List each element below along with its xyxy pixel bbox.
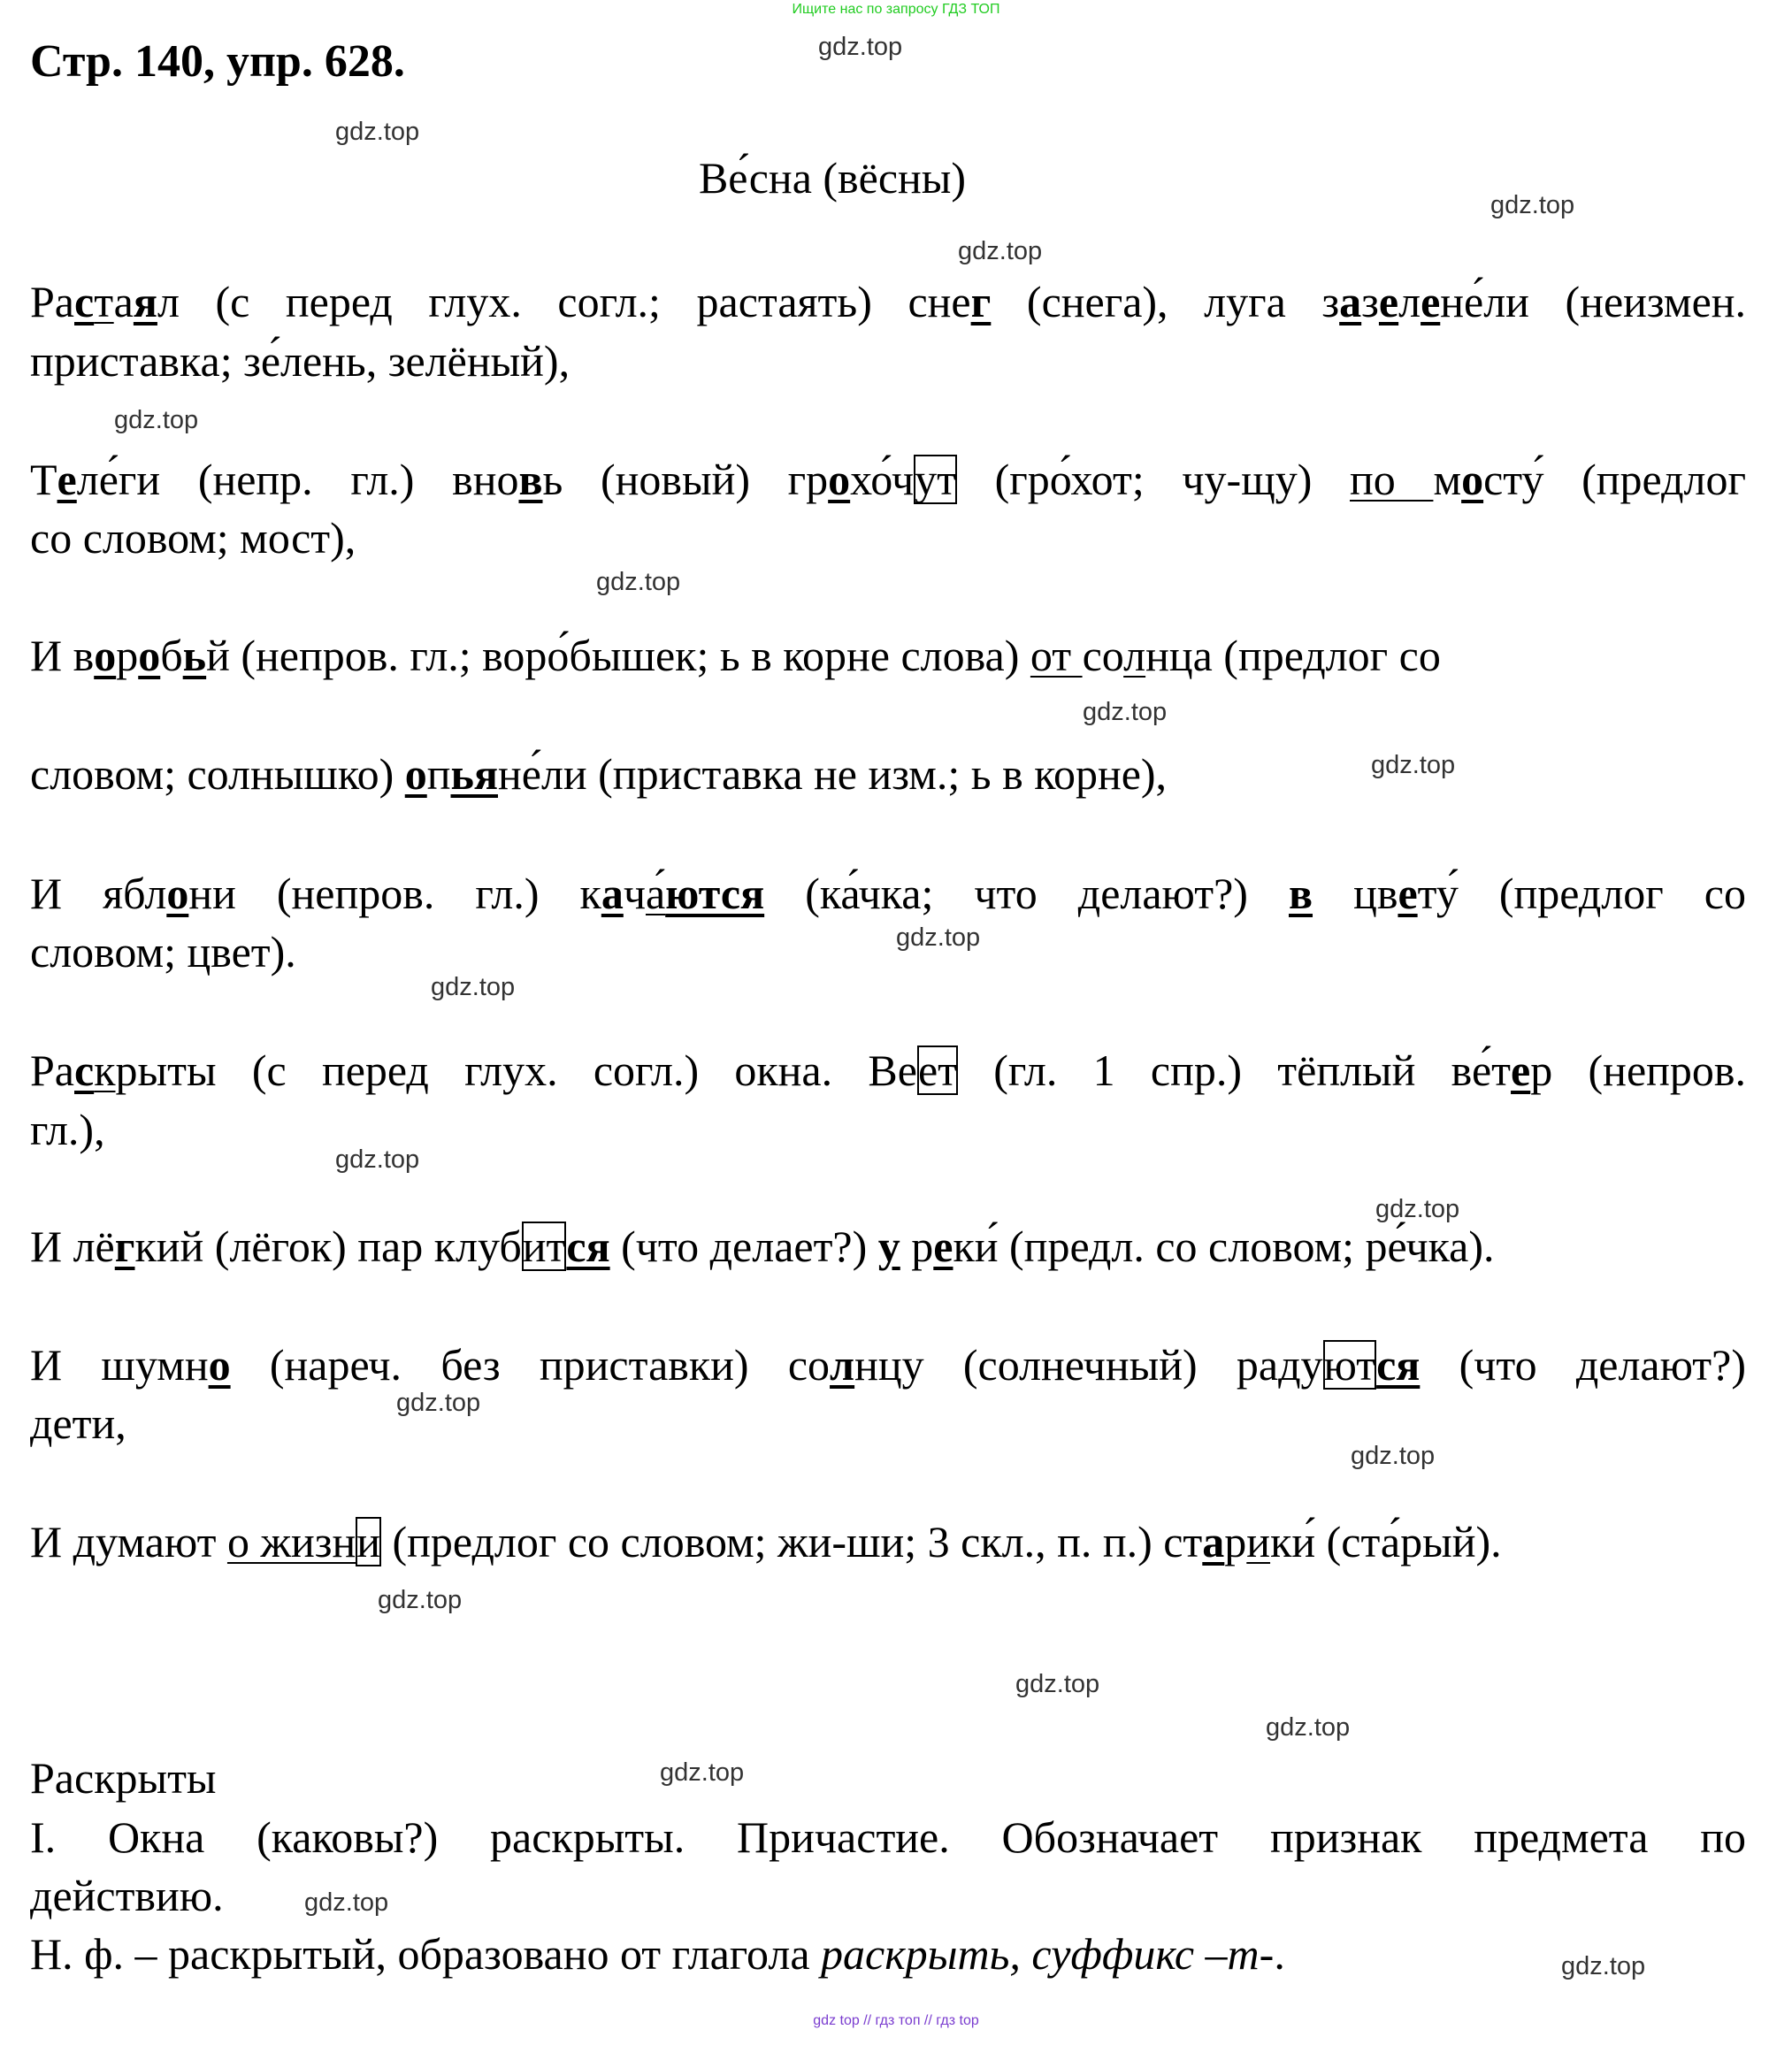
marked-segment: а [1202,1517,1225,1566]
text-line [30,1393,1746,1453]
marked-segment: о жизн [226,1517,356,1566]
marked-segment: е [1421,277,1441,326]
marked-segment: в [518,455,543,504]
text-segment: словом; цвет). [30,927,296,977]
marked-segment: о [1461,455,1484,504]
marked-segment: ь [182,631,207,680]
watermark: gdz.top [596,568,681,596]
text-segment: нца (предлог со [1145,631,1441,680]
watermark: gdz.top [1371,751,1456,779]
text-segment: И думают [30,1517,227,1566]
text-line [30,1807,1746,1867]
watermark: gdz.top [958,237,1043,265]
text-segment: не́ли (приставка не изм.; ь в корне), [498,749,1168,799]
text-segment: л (с перед глух. согл.; растаять) сне [157,277,971,326]
text-segment: й (непров. гл.; воро́бышек; ь в корне слова) [206,631,1030,680]
watermark: gdz.top [1490,191,1575,219]
text-line [30,449,1746,509]
text-segment: ни (непров. гл.) к [188,869,601,918]
text-segment: сту́ (предлог [1483,455,1746,504]
watermark: gdz.top [818,33,903,61]
marked-segment: и [1246,1517,1271,1566]
text-segment: . [1274,1929,1285,1979]
text-segment: л [1398,277,1421,326]
top-search-note: Ищите нас по запросу ГДЗ ТОП [792,2,1000,17]
text-segment: (ка́чка; что делают?) [764,869,1289,918]
watermark: gdz.top [1561,1952,1646,1980]
text-segment: р (непров. [1530,1045,1746,1095]
text-segment: дети, [30,1398,126,1448]
text-segment: а [113,277,134,326]
text-line [30,331,1746,391]
text-segment: приставка; зе́лень, зелёный), [30,336,571,386]
text-segment: м [1433,455,1462,504]
marked-segment: у [877,1222,900,1271]
text-line [30,922,1746,982]
text-segment: Раскрыты [30,1753,217,1803]
marked-segment: ет [917,1045,957,1095]
text-segment: И шумн [30,1340,209,1390]
text-line [30,1512,1746,1572]
text-segment: не́ли (неизмен. [1440,277,1747,326]
marked-segment: с [74,1045,95,1095]
marked-segment: с [74,277,95,326]
text-segment: ч [623,869,646,918]
marked-segment: ся [566,1222,610,1271]
text-segment: нцу (солнечный) раду [854,1340,1323,1390]
text-segment: р [1224,1517,1247,1566]
marked-segment: о [138,631,161,680]
text-segment: р [900,1222,934,1271]
marked-segment: ья [450,749,498,799]
text-segment: (гро́хот; чу-щу) [956,455,1351,504]
text-segment: кий (лёгок) пар клуб [134,1222,522,1271]
watermark: gdz.top [1083,698,1168,726]
text-segment: п [426,749,451,799]
marked-segment: г [114,1222,135,1271]
watermark: gdz.top [1015,1670,1100,1698]
text-segment: со [1082,631,1124,680]
text-line [30,508,1746,568]
marked-segment: е [933,1222,953,1271]
watermark: gdz.top [1375,1195,1460,1223]
watermark: gdz.top [1351,1442,1436,1470]
text-line [30,1924,1746,1984]
watermark: gdz.top [396,1389,481,1417]
marked-segment: к [94,1045,116,1095]
marked-segment: и [356,1517,381,1566]
text-segment: (нареч. без приставки) со [230,1340,831,1390]
text-segment: б [160,631,183,680]
text-line [30,1216,1746,1276]
marked-segment: г [970,277,992,326]
text-segment: ки́ (предл. со словом; ре́чка). [953,1222,1495,1271]
text-heading: Ве́сна (вёсны) [698,153,967,203]
text-line [30,1748,1746,1808]
watermark: gdz.top [335,118,420,146]
text-segment: з [1361,277,1379,326]
text-segment: И лё [30,1222,115,1271]
marked-segment: от [1030,631,1083,680]
text-line [30,625,1746,685]
text-segment: рыты (с перед глух. согл.) окна. Ве [115,1045,917,1095]
text-segment: ки́ (ста́рый). [1270,1517,1502,1566]
text-line [30,1099,1746,1160]
watermark: gdz.top [431,973,516,1001]
marked-segment: о [404,749,427,799]
page-title: Стр. 140, упр. 628. [30,36,405,87]
text-segment: хо́ч [850,455,915,504]
marked-segment: ся [1376,1340,1421,1390]
marked-segment: е [57,455,77,504]
watermark: gdz.top [1266,1713,1351,1742]
text-segment: (гл. 1 спр.) тёплый ве́т [958,1045,1512,1095]
text-segment: (снега), луга з [991,277,1340,326]
marked-segment: л [1123,631,1146,680]
text-segment: И в [30,631,95,680]
marked-segment: ут [915,455,956,504]
marked-segment: е [1378,277,1399,326]
marked-segment: по [1350,455,1434,504]
text-segment: действию. [30,1871,224,1920]
watermark: gdz.top [304,1888,389,1917]
text-segment: I. Окна (каковы?) раскрыты. Причастие. Обозначает признак предмета по [30,1812,1746,1862]
text-segment: И ябл [30,869,167,918]
marked-segment: о [166,869,189,918]
marked-segment: о [208,1340,231,1390]
text-segment: ту́ (предлог со [1417,869,1746,918]
marked-segment: а [601,869,624,918]
watermark: gdz.top [378,1586,463,1614]
footer-watermark: gdz top // гдз топ // гдз top [813,2013,979,2028]
marked-segment: о [94,631,117,680]
text-line [30,1335,1746,1395]
marked-segment: ит [522,1222,566,1271]
text-segment: гл.), [30,1105,105,1154]
text-segment: Т [30,455,57,504]
text-segment: ле́ги (непр. гл.) вно [76,455,519,504]
watermark: gdz.top [335,1145,420,1174]
text-line [30,863,1746,923]
marked-segment: а́ [645,869,666,918]
marked-segment: е [1398,869,1418,918]
text-segment: со словом; мост), [30,513,356,563]
watermark: gdz.top [114,406,199,434]
watermark: gdz.top [896,923,981,952]
text-segment: ь (новый) гр [542,455,829,504]
text-segment: цв [1313,869,1398,918]
text-segment: Ра [30,1045,74,1095]
text-line [30,1040,1746,1100]
marked-segment: а [1339,277,1362,326]
marked-segment: в [1289,869,1313,918]
text-line [30,744,1746,804]
text-segment: Ра [30,277,74,326]
marked-segment: я [133,277,157,326]
text-segment: (что делают?) [1420,1340,1746,1390]
text-segment: (предлог со словом; жи-ши; 3 скл., п. п.) ст [381,1517,1203,1566]
marked-segment: л [830,1340,855,1390]
text-segment: словом; солнышко) [30,749,405,799]
marked-segment: о [828,455,851,504]
marked-segment: т [94,277,114,326]
marked-segment: ются [665,869,765,918]
text-segment: р [116,631,139,680]
marked-segment: раскрыть, суффикс –т- [821,1929,1275,1979]
watermark: gdz.top [660,1758,745,1787]
text-line [30,272,1746,332]
text-segment: Н. ф. – раскрытый, образовано от глагола [30,1929,822,1979]
text-segment: (что делает?) [609,1222,878,1271]
marked-segment: е [1511,1045,1531,1095]
text-line [30,1865,1746,1926]
marked-segment: ют [1323,1340,1376,1390]
